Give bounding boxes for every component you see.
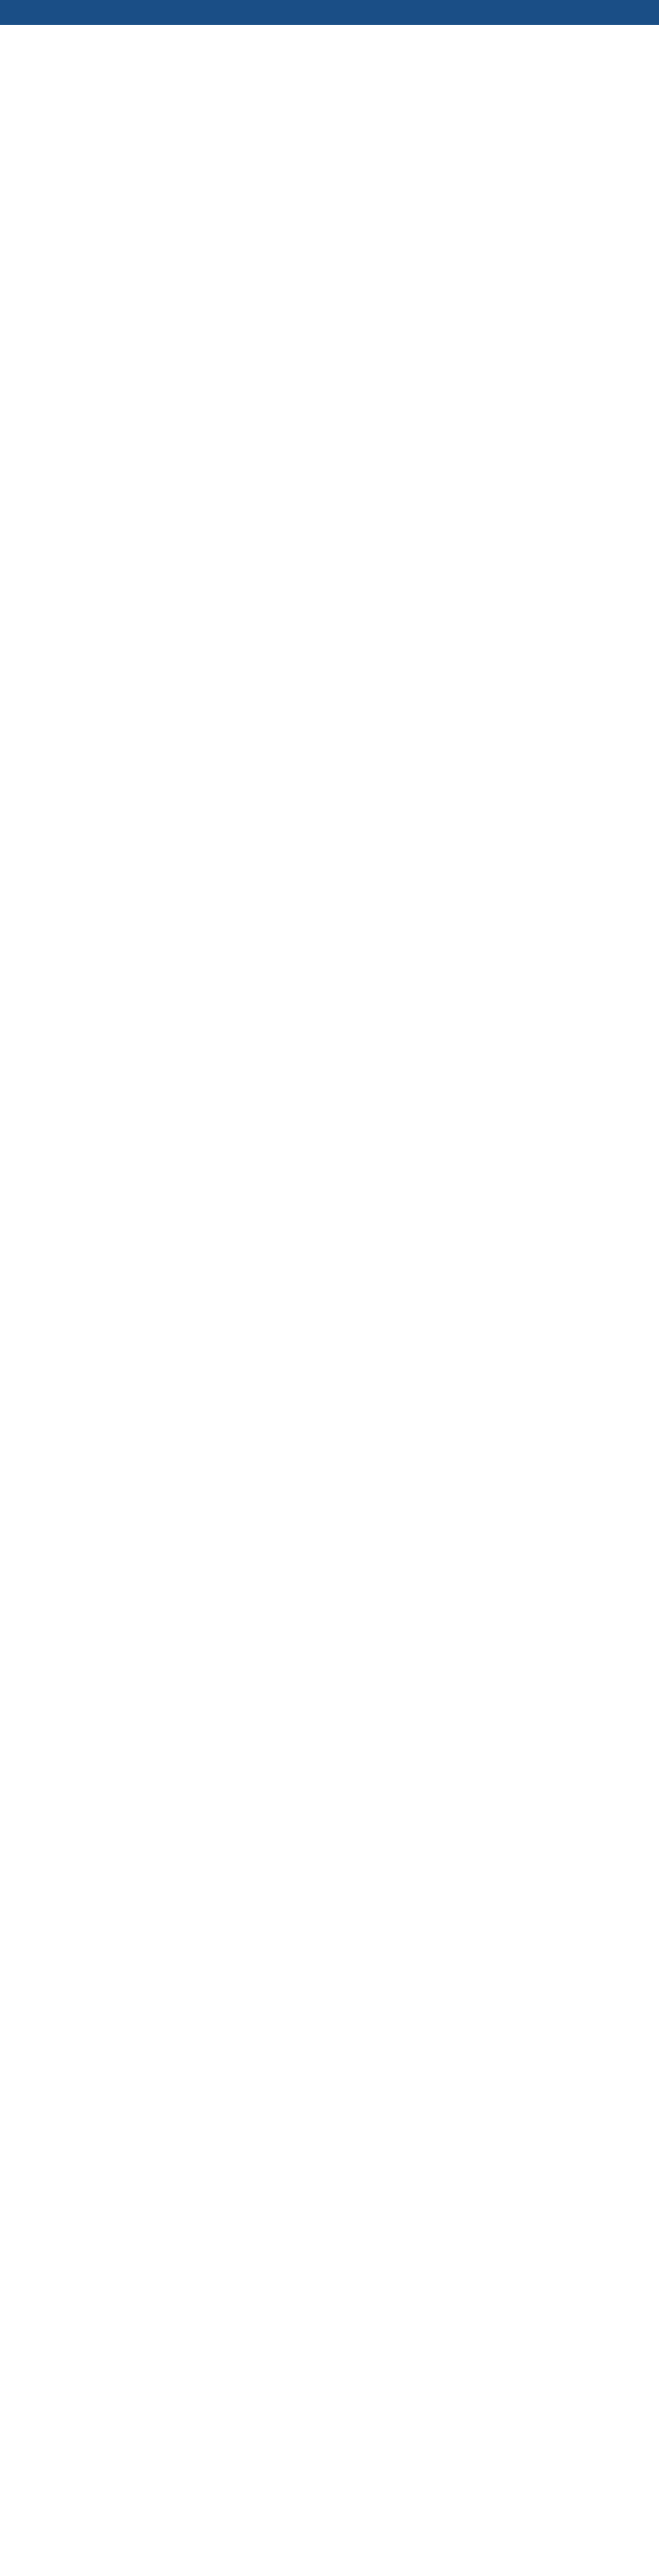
ranking-table [0,25,659,195]
page-title [0,0,659,25]
table-gap [0,195,659,210]
